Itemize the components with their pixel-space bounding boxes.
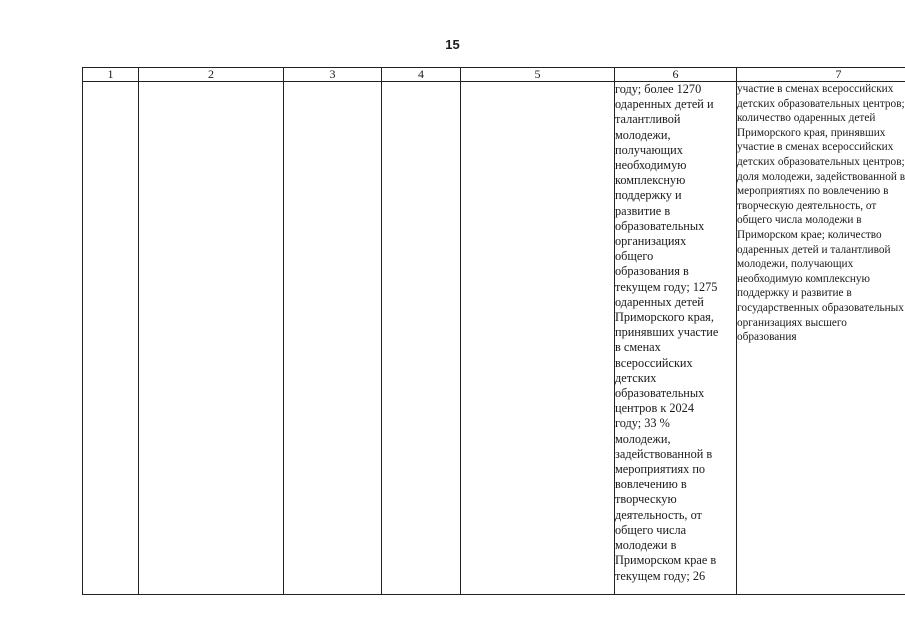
column-header-2: 2 bbox=[139, 68, 284, 82]
column-header-6: 6 bbox=[615, 68, 737, 82]
data-table bbox=[82, 67, 905, 595]
column-header-3: 3 bbox=[284, 68, 382, 82]
cell-col-6 bbox=[615, 82, 737, 595]
page-number: 15 bbox=[445, 37, 460, 52]
cell-col-5 bbox=[461, 82, 615, 595]
header-row bbox=[83, 68, 905, 82]
cell-col-6-text: году; более 1270 одаренных детей и талантливой молодежи, получающих необходимую комплексную поддержку и развитие в образовательных организациях общего образования в текущем году; 1275 одаренных детей Приморского края, принявших участие в сменах всероссийских детских образовательных центров к 2024 году; 33 % молодежи, задействованной в мероприятиях по вовлечению в творческую деятельность, от общего числа молодежи в Приморском крае в текущем году; 26 bbox=[615, 82, 719, 583]
column-header-1: 1 bbox=[83, 68, 139, 82]
cell-col-2 bbox=[139, 82, 284, 595]
cell-col-1 bbox=[83, 82, 139, 595]
cell-col-4 bbox=[382, 82, 461, 595]
column-header-4: 4 bbox=[382, 68, 461, 82]
cell-col-3 bbox=[284, 82, 382, 595]
cell-col-7 bbox=[737, 82, 905, 595]
column-header-7: 7 bbox=[737, 68, 905, 82]
column-header-5: 5 bbox=[461, 68, 615, 82]
table-row bbox=[83, 82, 905, 595]
cell-col-7-text: участие в сменах всероссийских детских образовательных центров; количество одаренных детей Приморского края, принявших участие в сменах всероссийских детских образовательных центров; доля молодежи, задействованной в мероприятиях по вовлечению в творческую деятельность, от общего числа молодежи в Приморском крае; количество одаренных детей и талантливой молодежи, получающих необходимую комплексную поддержку и развитие в государственных образовательных организациях высшего образования bbox=[737, 83, 905, 344]
